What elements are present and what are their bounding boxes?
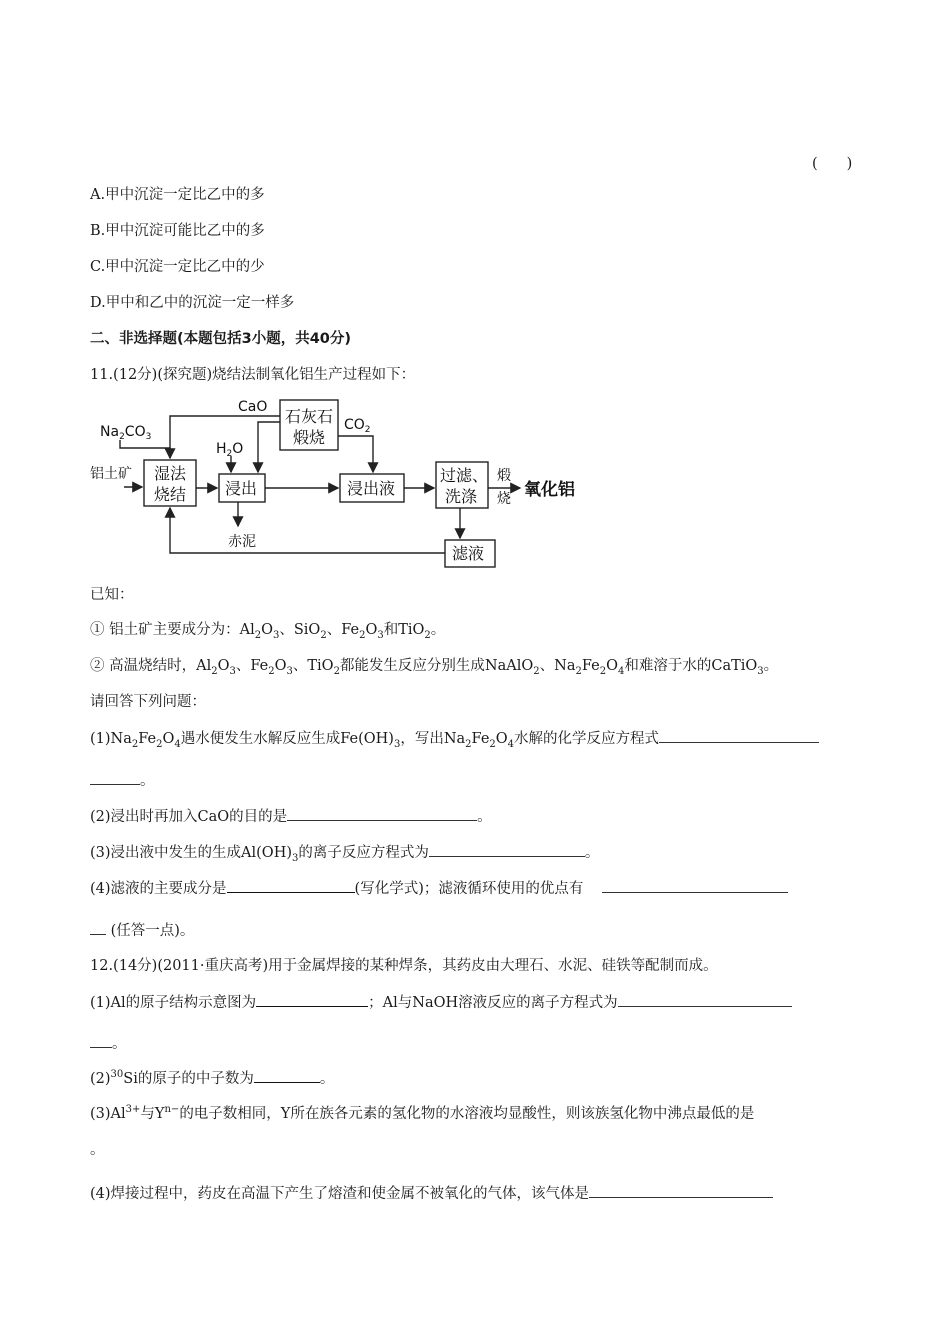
q12-part-1: (1)Al的原子结构示意图为 ；Al与NaOH溶液反应的离子方程式为 (90, 992, 792, 1013)
label-wet-2: 烧结 (154, 485, 187, 504)
answer-blank[interactable] (90, 920, 106, 935)
section-title: 二、非选择题(本题包括3小题，共40分) (90, 331, 352, 347)
answer-intro: 请回答下列问题： (90, 694, 206, 710)
q12-part-3-cont: 。 (90, 1142, 105, 1158)
process-flow-diagram (88, 396, 588, 576)
answer-blank[interactable] (287, 806, 477, 821)
label-alumina: 氧化铝 (524, 480, 575, 500)
known-label: 已知： (90, 587, 134, 603)
option-b: B.甲中沉淀可能比乙中的多 (90, 223, 265, 239)
label-limestone-1: 石灰石 (285, 407, 334, 426)
label-bauxite: 铝土矿 (90, 466, 132, 482)
q12-part-4: (4)焊接过程中，药皮在高温下产生了熔渣和使金属不被氧化的气体，该气体是 (90, 1183, 773, 1204)
known-1: ① 铝土矿主要成分为：$Al_2O_3$、SiO$_2$、$Fe_2O_3$和TiO$_2$。 (90, 622, 446, 641)
answer-blank[interactable] (659, 728, 819, 743)
label-red-mud: 赤泥 (228, 534, 256, 550)
option-c: C.甲中沉淀一定比乙中的少 (90, 259, 265, 275)
label-wet-1: 湿法 (154, 464, 187, 483)
q12-part-1-cont: 。 (90, 1033, 127, 1054)
answer-blank[interactable] (256, 992, 368, 1007)
answer-parentheses: ( ) (812, 156, 853, 172)
label-h2o: $H_2O$ (216, 441, 244, 459)
answer-blank[interactable] (429, 842, 585, 857)
label-na2co3: $Na_2CO_3$ (100, 424, 152, 442)
q12-part-2: $(2)^{30}Si$的原子的中子数为 。 (90, 1069, 335, 1087)
option-a: A.甲中沉淀一定比乙中的多 (90, 187, 265, 203)
label-calcine-1: 煅 (497, 468, 511, 484)
q12-part-3: $(3)Al^{3+}$与$Y^{n-}$的电子数相同，Y所在族各元素的氢化物的水溶液均显酸性，则该族氢化物中沸点最低的是 (90, 1104, 755, 1122)
label-leach: 浸出 (225, 479, 258, 498)
answer-blank[interactable] (602, 878, 788, 893)
label-filter-1: 过滤、 (440, 466, 489, 485)
label-leachate: 浸出液 (347, 479, 396, 498)
q11-part-1: $(1)Na_2Fe_2O_4$遇水便发生水解反应生成$Fe(OH)_3$，写出$Na_2Fe_2O_4$水解的化学反应方程式 (90, 728, 819, 749)
answer-blank[interactable] (90, 770, 140, 785)
answer-blank[interactable] (227, 878, 355, 893)
q11-part-1-cont: 。 (90, 770, 155, 791)
label-cao: CaO (238, 399, 268, 415)
label-limestone-2: 煅烧 (293, 428, 326, 447)
known-2: ② 高温烧结时，$Al_2O_3$、$Fe_2O_3$、TiO$_2$都能发生反应分别生成NaAlO$_2$、$Na_2Fe_2O_4$和难溶于水的CaTiO$_3$。 (90, 658, 779, 677)
answer-blank[interactable] (618, 992, 792, 1007)
label-filter-2: 洗涤 (445, 487, 478, 506)
answer-blank[interactable] (90, 1033, 112, 1048)
answer-blank[interactable] (589, 1183, 773, 1198)
label-co2: $CO_2$ (344, 417, 371, 435)
q11-part-2: (2)浸出时再加入CaO的目的是 。 (90, 806, 492, 827)
question-12-stem: 12.(14分)(2011·重庆高考)用于金属焊接的某种焊条，其药皮由大理石、水泥、硅铁等配制而成。 (90, 958, 718, 974)
option-d: D.甲中和乙中的沉淀一定一样多 (90, 295, 295, 311)
label-filtrate: 滤液 (452, 544, 485, 563)
q11-part-4: (4)滤液的主要成分是 (写化学式)；滤液循环使用的优点有 (90, 878, 788, 899)
question-11-stem: 11.(12分)(探究题)烧结法制氧化铝生产过程如下： (90, 367, 416, 383)
answer-blank[interactable] (254, 1068, 320, 1083)
label-calcine-2: 烧 (497, 491, 511, 507)
q11-part-3: (3)浸出液中发生的生成$Al(OH)_3$的离子反应方程式为 。 (90, 842, 599, 863)
q11-part-4-cont: (任答一点)。 (90, 920, 194, 941)
